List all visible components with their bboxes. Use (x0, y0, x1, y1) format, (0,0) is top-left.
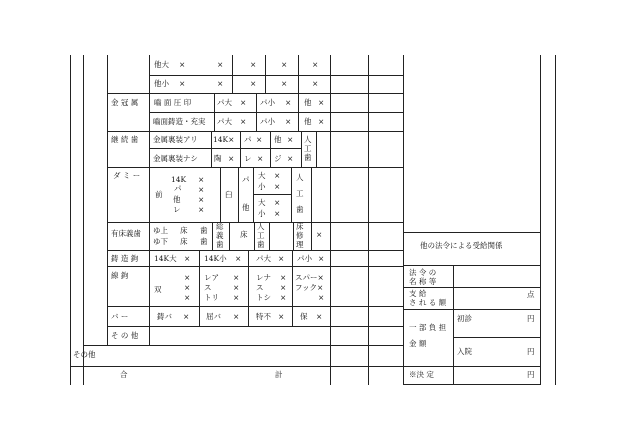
cell: 特不 (256, 312, 271, 321)
vline (316, 131, 317, 167)
mark: × (278, 254, 285, 263)
rena-line: レナ (256, 273, 271, 282)
vline (199, 306, 200, 326)
mark: × (198, 205, 205, 214)
shikyu-line: 支 給 (409, 289, 427, 298)
hline (107, 326, 403, 327)
kinkanzoku-label: 金 冠 属 (111, 98, 139, 107)
chuzoukou-label: 鋳 造 鉤 (111, 254, 139, 263)
hoka-sho-label: 他小 (154, 79, 169, 88)
vline (265, 55, 266, 93)
hline (107, 266, 403, 267)
mark: × (274, 209, 281, 218)
mark: × (198, 185, 205, 194)
dummy-zen: 前 (155, 190, 163, 199)
senkou-sou: 双 (154, 285, 162, 294)
vline (270, 131, 271, 167)
mark: × (179, 79, 186, 88)
mark: × (217, 79, 224, 88)
vline (240, 131, 241, 167)
keizokushi-label: 継 続 歯 (111, 135, 139, 144)
sonota-outer-label: その他 (73, 350, 96, 359)
jinko-char: 歯 (304, 153, 312, 162)
vline (248, 306, 249, 326)
vline (214, 93, 215, 131)
right-hline (403, 265, 540, 266)
cell: 大 (258, 198, 266, 207)
mark: × (198, 175, 205, 184)
vline (298, 55, 299, 93)
cell: レ (244, 154, 252, 163)
rea-line: ス (204, 283, 212, 292)
mark: × (318, 293, 325, 302)
right-hline (403, 366, 540, 367)
col-line-540 (540, 55, 541, 385)
vline (269, 222, 270, 250)
vline (238, 167, 239, 222)
item-col-line (149, 55, 150, 345)
cell: パ小 (260, 98, 275, 107)
vline (293, 222, 294, 250)
vline (292, 250, 293, 266)
dummy-kyu: 臼 (225, 190, 233, 199)
vchar: 歯 (216, 240, 224, 249)
mark: × (257, 154, 264, 163)
mark: × (233, 283, 240, 292)
mark: × (240, 98, 247, 107)
mark: × (287, 154, 294, 163)
jinko-char: 工 (304, 144, 312, 153)
yusho-b3: 歯 (200, 237, 208, 246)
mark: × (217, 60, 224, 69)
mark: × (278, 312, 285, 321)
en-unit: 円 (527, 314, 535, 323)
hline (107, 93, 403, 94)
mark: × (318, 117, 325, 126)
vchar: 人 (257, 222, 265, 231)
jinko-char: 工 (296, 189, 304, 198)
hline (107, 306, 403, 307)
cell: パ大 (217, 117, 232, 126)
yusho-b: ゆ下 (153, 237, 168, 246)
right-hline (403, 232, 540, 233)
kettei-label: ※決 定 (409, 370, 434, 379)
en-unit: 円 (527, 347, 535, 356)
vchar: 義 (216, 231, 224, 240)
mark: × (250, 60, 257, 69)
row-name: 金属裏装アリ (153, 135, 198, 144)
vline (212, 222, 213, 250)
mark: × (235, 254, 242, 263)
hline (107, 131, 403, 132)
row-name: 嚙面鋳造・充実 (153, 117, 206, 126)
right-title: 他の法令による受給関係 (420, 241, 503, 250)
ten-unit: 点 (527, 290, 535, 299)
cell: 陶 (214, 154, 222, 163)
mark: × (250, 79, 257, 88)
cell: 屈バ (206, 312, 221, 321)
dummy-label: ダ ミ ー (113, 171, 141, 180)
en-unit: 円 (527, 370, 535, 379)
mark: × (285, 117, 292, 126)
spur: スパー× (295, 273, 324, 282)
mark: × (287, 135, 294, 144)
vchar: 理 (296, 240, 304, 249)
row-name: 嚙 面 圧 印 (154, 98, 192, 107)
cell: 小 (258, 209, 266, 218)
hline (107, 222, 403, 223)
cell: 大 (258, 171, 266, 180)
rena-line: トシ (256, 293, 271, 302)
mark: × (179, 60, 186, 69)
mark: × (184, 283, 191, 292)
vline (248, 266, 249, 306)
hline (149, 75, 403, 76)
hline (149, 112, 403, 113)
shikyu-line: さ れ る 額 (409, 298, 447, 307)
cell: パ (244, 135, 252, 144)
jinko-char: 人 (304, 135, 312, 144)
mark: × (184, 293, 191, 302)
cell: 14K大 (154, 254, 177, 263)
mark: × (312, 79, 319, 88)
vchar: 総 (216, 222, 224, 231)
cell: 鋳バ (157, 312, 172, 321)
mark: × (233, 293, 240, 302)
col-line-330 (330, 55, 331, 385)
col-line-403 (403, 55, 404, 385)
mark: × (316, 312, 323, 321)
houryou-line: 法 令 の (409, 268, 437, 277)
sonota-label: そ の 他 (111, 331, 139, 340)
cell: 他 (304, 98, 312, 107)
dummy-14k: 14K (171, 175, 187, 184)
mark: × (312, 60, 319, 69)
hook: フック× (295, 283, 324, 292)
hline (83, 345, 403, 346)
mark: × (184, 254, 191, 263)
rea-line: トリ (204, 293, 219, 302)
cell: 他 (274, 135, 282, 144)
rea-line: レア (204, 273, 219, 282)
hline (107, 167, 403, 168)
right-hline (453, 337, 540, 338)
mark: × (274, 171, 281, 180)
cell: パ大 (256, 254, 271, 263)
mark: × (285, 98, 292, 107)
mark: × (183, 312, 190, 321)
mark: × (280, 283, 287, 292)
dummy-hoka: 他 (173, 195, 181, 204)
cell: パ小 (297, 254, 312, 263)
jinko-char: 歯 (296, 205, 304, 214)
hline (149, 148, 301, 149)
cell: 小 (258, 182, 266, 191)
nyuin-label: 入院 (457, 347, 472, 356)
mark: × (281, 60, 288, 69)
jinko-char: 人 (296, 173, 304, 182)
right-hline (403, 309, 540, 310)
goukei-a: 合 (120, 370, 128, 379)
vline (311, 167, 312, 222)
yusho-a3: 歯 (200, 226, 208, 235)
outer-left-line (70, 55, 71, 385)
vchar: 床 (296, 222, 304, 231)
yusho-a2: 床 (180, 226, 188, 235)
ichibu-label: 一 部 負 担 (409, 323, 447, 332)
vline (229, 222, 230, 250)
mark: × (280, 293, 287, 302)
mark: × (198, 195, 205, 204)
senkou-label: 線 鉤 (111, 271, 129, 280)
vline (292, 306, 293, 326)
vline (199, 266, 200, 306)
mark: × (233, 273, 240, 282)
vline (301, 131, 302, 167)
row-name: 金属裏装ナシ (153, 154, 198, 163)
rena-line: ス (256, 283, 264, 292)
kingaku-label: 金 額 (409, 339, 427, 348)
mark: × (233, 312, 240, 321)
right-vline (453, 265, 454, 384)
vchar: 歯 (257, 240, 265, 249)
vline (211, 131, 212, 167)
mark: × (316, 230, 323, 239)
hoka-dai-label: 他大 (154, 60, 169, 69)
houryou-line: 名 称 等 (409, 277, 437, 286)
cell: 他 (304, 117, 312, 126)
bar-label: バ ー (111, 312, 129, 321)
vline (220, 167, 221, 222)
vline (292, 266, 293, 306)
mark: × (240, 117, 247, 126)
vline (248, 250, 249, 266)
col-line-555 (555, 55, 556, 385)
vline (199, 250, 200, 266)
hline (253, 194, 291, 195)
yusho-a: ゆ上 (153, 226, 168, 235)
mark: × (256, 135, 263, 144)
cell: パ小 (260, 117, 275, 126)
cell: ジ (274, 154, 282, 163)
dummy-re: レ (173, 205, 181, 214)
yusho-b2: 床 (180, 237, 188, 246)
mark: × (280, 273, 287, 282)
vline (256, 93, 257, 131)
vline (311, 222, 312, 250)
hline (70, 366, 403, 367)
outer-left-line-2 (83, 55, 84, 385)
hline (107, 250, 403, 251)
right-hline (403, 384, 540, 385)
goukei-b: 計 (275, 370, 283, 379)
mark: × (274, 182, 281, 191)
vline (298, 93, 299, 131)
mark: × (274, 198, 281, 207)
mark: × (318, 98, 325, 107)
cell: 保 (300, 312, 308, 321)
vline (254, 222, 255, 250)
right-hline (403, 287, 540, 288)
mark: × (318, 254, 325, 263)
label-col-line (107, 55, 108, 345)
cell: 14K小 (204, 254, 227, 263)
cell: パ大 (217, 98, 232, 107)
vline (232, 55, 233, 93)
vline (291, 167, 292, 222)
dummy-pa: パ (174, 184, 182, 193)
mark: × (228, 154, 235, 163)
shoshin-label: 初診 (457, 314, 472, 323)
dummy-pa-2: パ (242, 175, 250, 184)
dummy-hoka-2: 他 (242, 203, 250, 212)
vchar: 工 (257, 231, 265, 240)
vchar: 修 (296, 231, 304, 240)
col-line-368 (368, 55, 369, 385)
mark: × (281, 79, 288, 88)
yusho-label: 有床義歯 (111, 229, 141, 238)
yusho-toko: 床 (240, 230, 248, 239)
mark: × (184, 273, 191, 282)
cell: 14K× (213, 135, 235, 144)
